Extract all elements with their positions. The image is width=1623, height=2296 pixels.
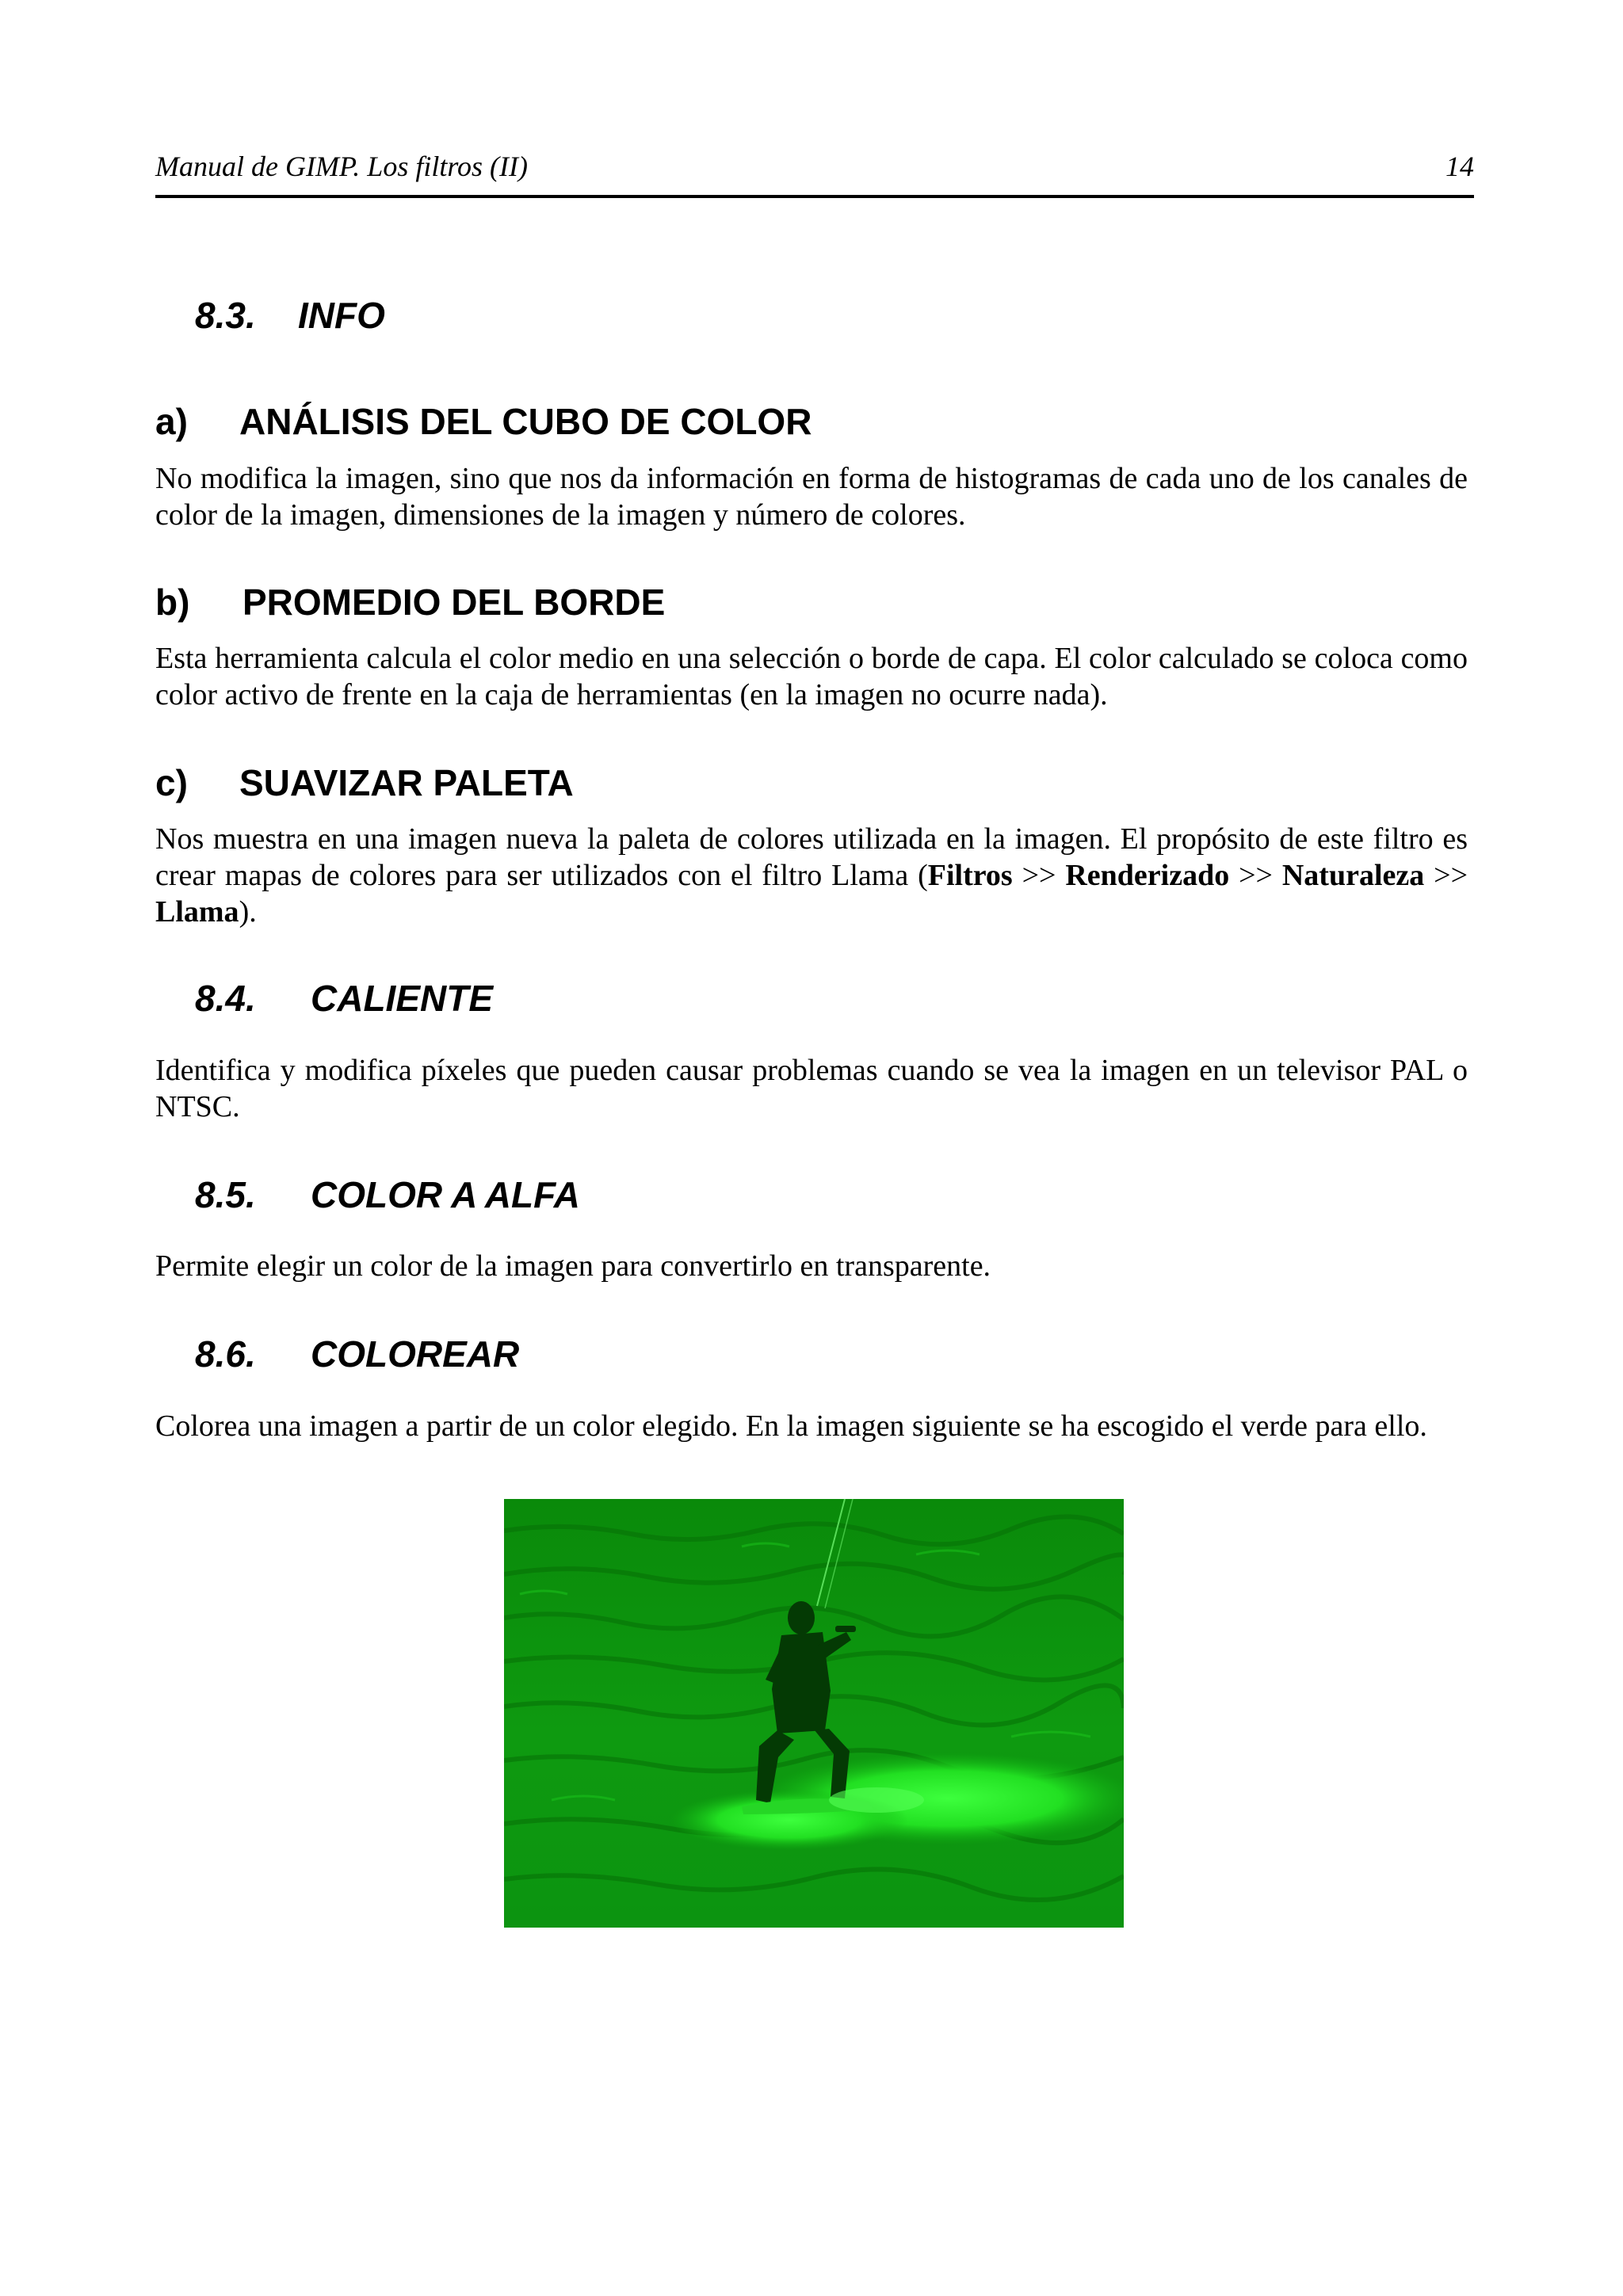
section-8-4-heading — [195, 978, 493, 1019]
header-title: Manual de GIMP. Los filtros (II) — [155, 151, 528, 182]
section-number: 8.3. — [195, 295, 256, 336]
section-title: COLOR A ALFA — [311, 1174, 580, 1215]
menu-separator: >> — [1229, 859, 1282, 892]
section-number: 8.5. — [195, 1174, 256, 1215]
subsection-b-heading — [155, 582, 665, 623]
subsection-c-heading — [155, 762, 574, 803]
subsection-a-text: No modifica la imagen, sino que nos da información en forma de histogramas de cada uno de los canales de color de la imagen, dimensiones de la imagen y número de colores. — [155, 462, 1468, 532]
section-number: 8.4. — [195, 978, 256, 1019]
section-title: CALIENTE — [311, 978, 493, 1019]
section-number: 8.6. — [195, 1333, 256, 1375]
header-rule — [155, 195, 1474, 198]
subsection-letter: b) — [155, 582, 190, 623]
subsection-title: SUAVIZAR PALETA — [239, 762, 574, 803]
paragraph-text: ). — [239, 895, 257, 929]
menu-separator: >> — [1424, 859, 1468, 892]
subsection-title: PROMEDIO DEL BORDE — [242, 582, 666, 623]
menu-separator: >> — [1012, 859, 1066, 892]
subsection-b-text: Esta herramienta calcula el color medio en una selección o borde de capa. El color calculado se coloca como color activo de frente en la caja de herramientas (en la imagen no ocurre nada). — [155, 642, 1468, 711]
section-title: COLOREAR — [311, 1333, 520, 1375]
subsection-a-heading — [155, 401, 812, 442]
section-8-3-heading — [195, 295, 385, 336]
menu-path-naturaleza: Naturaleza — [1281, 859, 1425, 892]
menu-path-llama: Llama — [155, 895, 239, 929]
subsection-letter: a) — [155, 401, 188, 442]
subsection-c-text — [155, 821, 1468, 930]
section-8-6-heading — [195, 1333, 519, 1375]
subsection-title: ANÁLISIS DEL CUBO DE COLOR — [239, 401, 812, 442]
colorized-kitesurfer-image — [504, 1499, 1124, 1928]
section-8-4-text: Identifica y modifica píxeles que pueden causar problemas cuando se vea la imagen en un televisor PAL o NTSC. — [155, 1054, 1468, 1123]
section-8-5-text: Permite elegir un color de la imagen para convertirlo en transparente. — [155, 1249, 991, 1283]
section-8-5-heading — [195, 1174, 580, 1215]
section-title: INFO — [298, 295, 385, 336]
page-header — [155, 151, 1474, 182]
page-number: 14 — [1445, 151, 1474, 182]
menu-path-filtros: Filtros — [927, 859, 1013, 892]
section-8-6-text: Colorea una imagen a partir de un color elegido. En la imagen siguiente se ha escogido el verde para ello. — [155, 1409, 1427, 1443]
menu-path-renderizado: Renderizado — [1065, 859, 1230, 892]
paragraph-text: Nos muestra en una imagen nueva la paleta de colores utilizada en la imagen. El propósito de este filtro es crear mapas de colores para ser utilizados con el filtro Llama ( — [155, 822, 1468, 892]
subsection-letter: c) — [155, 762, 188, 803]
